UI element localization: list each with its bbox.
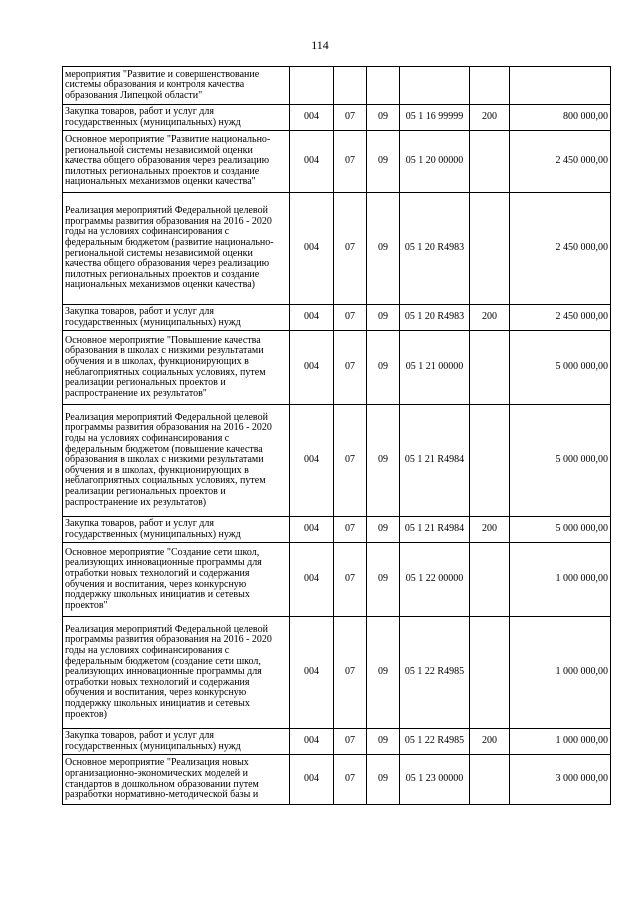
amount-cell: 2 450 000,00 bbox=[510, 305, 611, 331]
subsection-code-cell: 09 bbox=[367, 617, 400, 729]
expense-type-cell bbox=[470, 755, 510, 805]
expense-type-cell bbox=[470, 617, 510, 729]
ministry-code-cell: 004 bbox=[290, 131, 334, 193]
expense-type-cell: 200 bbox=[470, 305, 510, 331]
target-article-cell: 05 1 22 00000 bbox=[400, 543, 470, 617]
section-code-cell: 07 bbox=[334, 543, 367, 617]
section-code-cell: 07 bbox=[334, 517, 367, 543]
expense-type-cell bbox=[470, 543, 510, 617]
ministry-code-cell: 004 bbox=[290, 755, 334, 805]
ministry-code-cell: 004 bbox=[290, 405, 334, 517]
amount-cell: 1 000 000,00 bbox=[510, 617, 611, 729]
expense-type-cell bbox=[470, 405, 510, 517]
expense-type-cell: 200 bbox=[470, 517, 510, 543]
subsection-code-cell: 09 bbox=[367, 517, 400, 543]
target-article-cell: 05 1 20 00000 bbox=[400, 131, 470, 193]
subsection-code-cell: 09 bbox=[367, 305, 400, 331]
expense-type-cell bbox=[470, 193, 510, 305]
section-code-cell: 07 bbox=[334, 617, 367, 729]
subsection-code-cell bbox=[367, 67, 400, 105]
row-name-cell: Реализация мероприятий Федеральной целевой программы развития образования на 2016 - 2020 годы на условиях софинансирования с федеральным бюджетом (развитие национально-региональной системы независимой оценки качества общего образования через реализацию пилотных региональных проектов и создание национальных механизмов оценки качества) bbox=[63, 193, 290, 305]
row-name-cell: Закупка товаров, работ и услуг для государственных (муниципальных) нужд bbox=[63, 105, 290, 131]
amount-cell: 1 000 000,00 bbox=[510, 543, 611, 617]
row-name-cell: Основное мероприятие "Развитие национально-региональной системы независимой оценки качества общего образования через реализацию пилотных региональных проектов и создание национальных механизмов оценки качества" bbox=[63, 131, 290, 193]
row-name-cell: Основное мероприятие "Реализация новых организационно-экономических моделей и стандартов в дошкольном образовании путем разработки нормативно-методической базы и bbox=[63, 755, 290, 805]
subsection-code-cell: 09 bbox=[367, 755, 400, 805]
budget-table bbox=[62, 66, 611, 805]
target-article-cell: 05 1 21 R4984 bbox=[400, 405, 470, 517]
amount-cell: 1 000 000,00 bbox=[510, 729, 611, 755]
row-name-cell: Закупка товаров, работ и услуг для государственных (муниципальных) нужд bbox=[63, 517, 290, 543]
target-article-cell: 05 1 21 00000 bbox=[400, 331, 470, 405]
budget-table-body bbox=[63, 67, 611, 805]
row-name-cell: Реализация мероприятий Федеральной целевой программы развития образования на 2016 - 2020 годы на условиях софинансирования с федеральным бюджетом (повышение качества образования в школах с низкими результатами обучения и в школах, функционирующих в неблагоприятных социальных условиях, путем реализации региональных проектов и распространение их результатов) bbox=[63, 405, 290, 517]
target-article-cell: 05 1 22 R4985 bbox=[400, 729, 470, 755]
amount-cell: 2 450 000,00 bbox=[510, 131, 611, 193]
ministry-code-cell: 004 bbox=[290, 105, 334, 131]
table-row bbox=[63, 193, 611, 305]
subsection-code-cell: 09 bbox=[367, 193, 400, 305]
row-name-cell: мероприятия "Развитие и совершенствование системы образования и контроля качества образования Липецкой области" bbox=[63, 67, 290, 105]
expense-type-cell bbox=[470, 331, 510, 405]
subsection-code-cell: 09 bbox=[367, 105, 400, 131]
table-row bbox=[63, 105, 611, 131]
ministry-code-cell: 004 bbox=[290, 193, 334, 305]
subsection-code-cell: 09 bbox=[367, 331, 400, 405]
section-code-cell: 07 bbox=[334, 105, 367, 131]
table-row bbox=[63, 131, 611, 193]
expense-type-cell: 200 bbox=[470, 105, 510, 131]
target-article-cell: 05 1 22 R4985 bbox=[400, 617, 470, 729]
target-article-cell: 05 1 20 R4983 bbox=[400, 193, 470, 305]
amount-cell bbox=[510, 67, 611, 105]
ministry-code-cell: 004 bbox=[290, 543, 334, 617]
ministry-code-cell: 004 bbox=[290, 617, 334, 729]
amount-cell: 5 000 000,00 bbox=[510, 517, 611, 543]
row-name-cell: Основное мероприятие "Создание сети школ, реализующих инновационные программы для отработки новых технологий и содержания обучения и воспитания, через конкурсную поддержку школьных инициатив и сетевых проектов" bbox=[63, 543, 290, 617]
subsection-code-cell: 09 bbox=[367, 729, 400, 755]
table-row bbox=[63, 331, 611, 405]
target-article-cell bbox=[400, 67, 470, 105]
row-name-cell: Основное мероприятие "Повышение качества образования в школах с низкими результатами обучения и в школах, функционирующих в неблагоприятных социальных условиях, путем реализации региональных проектов и распространение их результатов" bbox=[63, 331, 290, 405]
amount-cell: 2 450 000,00 bbox=[510, 193, 611, 305]
page-number: 114 bbox=[311, 38, 329, 52]
table-row bbox=[63, 755, 611, 805]
table-row bbox=[63, 67, 611, 105]
ministry-code-cell bbox=[290, 67, 334, 105]
section-code-cell bbox=[334, 67, 367, 105]
table-row bbox=[63, 729, 611, 755]
expense-type-cell: 200 bbox=[470, 729, 510, 755]
subsection-code-cell: 09 bbox=[367, 405, 400, 517]
section-code-cell: 07 bbox=[334, 131, 367, 193]
amount-cell: 3 000 000,00 bbox=[510, 755, 611, 805]
table-row bbox=[63, 543, 611, 617]
row-name-cell: Реализация мероприятий Федеральной целевой программы развития образования на 2016 - 2020 годы на условиях софинансирования с федеральным бюджетом (создание сети школ, реализующих инновационные программы для отработки новых технологий и содержания обучения и воспитания, через конкурсную поддержку школьных инициатив и сетевых проектов) bbox=[63, 617, 290, 729]
table-row bbox=[63, 405, 611, 517]
section-code-cell: 07 bbox=[334, 755, 367, 805]
ministry-code-cell: 004 bbox=[290, 729, 334, 755]
section-code-cell: 07 bbox=[334, 405, 367, 517]
ministry-code-cell: 004 bbox=[290, 517, 334, 543]
section-code-cell: 07 bbox=[334, 729, 367, 755]
subsection-code-cell: 09 bbox=[367, 543, 400, 617]
amount-cell: 5 000 000,00 bbox=[510, 405, 611, 517]
row-name-cell: Закупка товаров, работ и услуг для государственных (муниципальных) нужд bbox=[63, 729, 290, 755]
table-row bbox=[63, 305, 611, 331]
table-row bbox=[63, 617, 611, 729]
row-name-cell: Закупка товаров, работ и услуг для государственных (муниципальных) нужд bbox=[63, 305, 290, 331]
amount-cell: 5 000 000,00 bbox=[510, 331, 611, 405]
section-code-cell: 07 bbox=[334, 305, 367, 331]
expense-type-cell bbox=[470, 131, 510, 193]
section-code-cell: 07 bbox=[334, 331, 367, 405]
target-article-cell: 05 1 16 99999 bbox=[400, 105, 470, 131]
target-article-cell: 05 1 20 R4983 bbox=[400, 305, 470, 331]
expense-type-cell bbox=[470, 67, 510, 105]
table-row bbox=[63, 517, 611, 543]
subsection-code-cell: 09 bbox=[367, 131, 400, 193]
target-article-cell: 05 1 23 00000 bbox=[400, 755, 470, 805]
amount-cell: 800 000,00 bbox=[510, 105, 611, 131]
section-code-cell: 07 bbox=[334, 193, 367, 305]
ministry-code-cell: 004 bbox=[290, 331, 334, 405]
target-article-cell: 05 1 21 R4984 bbox=[400, 517, 470, 543]
ministry-code-cell: 004 bbox=[290, 305, 334, 331]
